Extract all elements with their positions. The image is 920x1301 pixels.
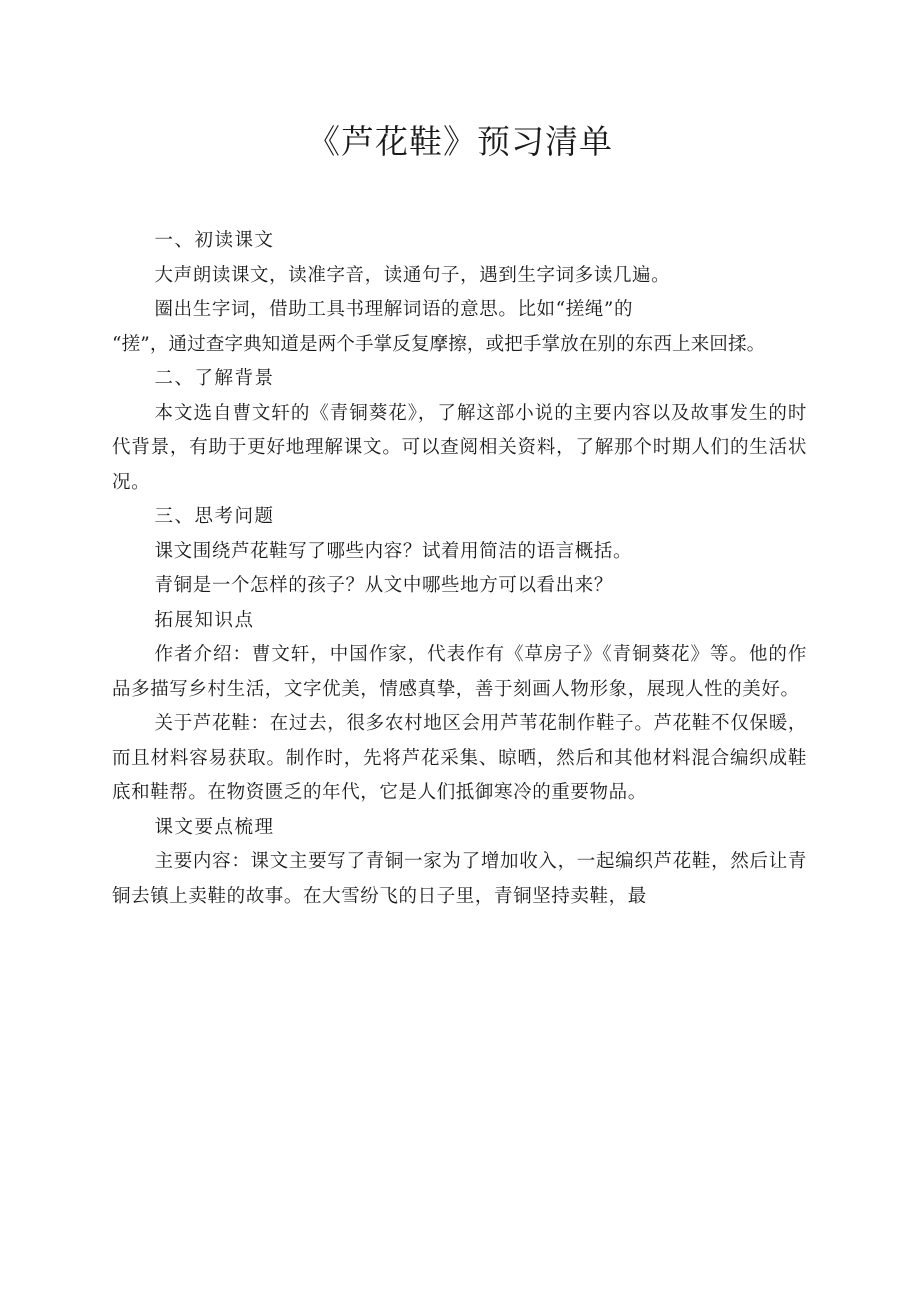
paragraph-main-content: 主要内容：课文主要写了青铜一家为了增加收入，一起编织芦花鞋，然后让青铜去镇上卖鞋的故事。在大雪纷飞的日子里，青铜坚持卖鞋，最 [112, 851, 807, 907]
section-heading-reading: 一、初读课文 [154, 230, 275, 251]
paragraph-background: 本文选自曹文轩的《青铜葵花》，了解这部小说的主要内容以及故事发生的时代背景，有助于更好地理解课文。可以查阅相关资料，了解那个时期人们的生活状况。 [112, 402, 807, 493]
section-heading-extension: 拓展知识点 [154, 609, 255, 631]
paragraph-question-2: 青铜是一个怎样的孩子？从文中哪些地方可以看出来？ [154, 575, 613, 596]
document-body [112, 224, 807, 914]
paragraph-vocabulary-line2: “搓”，通过查字典知道是两个手掌反复摩擦，或把手掌放在别的东西上来回揉。 [112, 333, 766, 355]
paragraph-reed-shoes: 关于芦花鞋：在过去，很多农村地区会用芦苇花制作鞋子。芦花鞋不仅保暖，而且材料容易获取。制作时，先将芦花采集、晾晒，然后和其他材料混合编织成鞋底和鞋帮。在物资匮乏的年代，它是人们抵御寒冷的重要物品。 [112, 713, 807, 803]
section-heading-key-points: 课文要点梳理 [154, 816, 275, 838]
paragraph-question-1: 课文围绕芦花鞋写了哪些内容？试着用简洁的语言概括。 [154, 540, 633, 562]
paragraph-vocabulary [112, 293, 807, 362]
page-title: 《芦花鞋》预习清单 [307, 122, 613, 161]
section-heading-background: 二、了解背景 [154, 368, 275, 389]
paragraph-vocabulary-line1: 圈出生字词，借助工具书理解词语的意思。比如“搓绳”的 [154, 299, 634, 320]
section-heading-questions: 三、思考问题 [154, 506, 275, 527]
paragraph-author-intro: 作者介绍：曹文轩，中国作家，代表作有《草房子》《青铜葵花》等。他的作品多描写乡村生活，文字优美，情感真挚，善于刻画人物形象，展现人性的美好。 [112, 644, 807, 700]
paragraph-read-aloud: 大声朗读课文，读准字音，读通句子，遇到生字词多读几遍。 [154, 264, 671, 286]
